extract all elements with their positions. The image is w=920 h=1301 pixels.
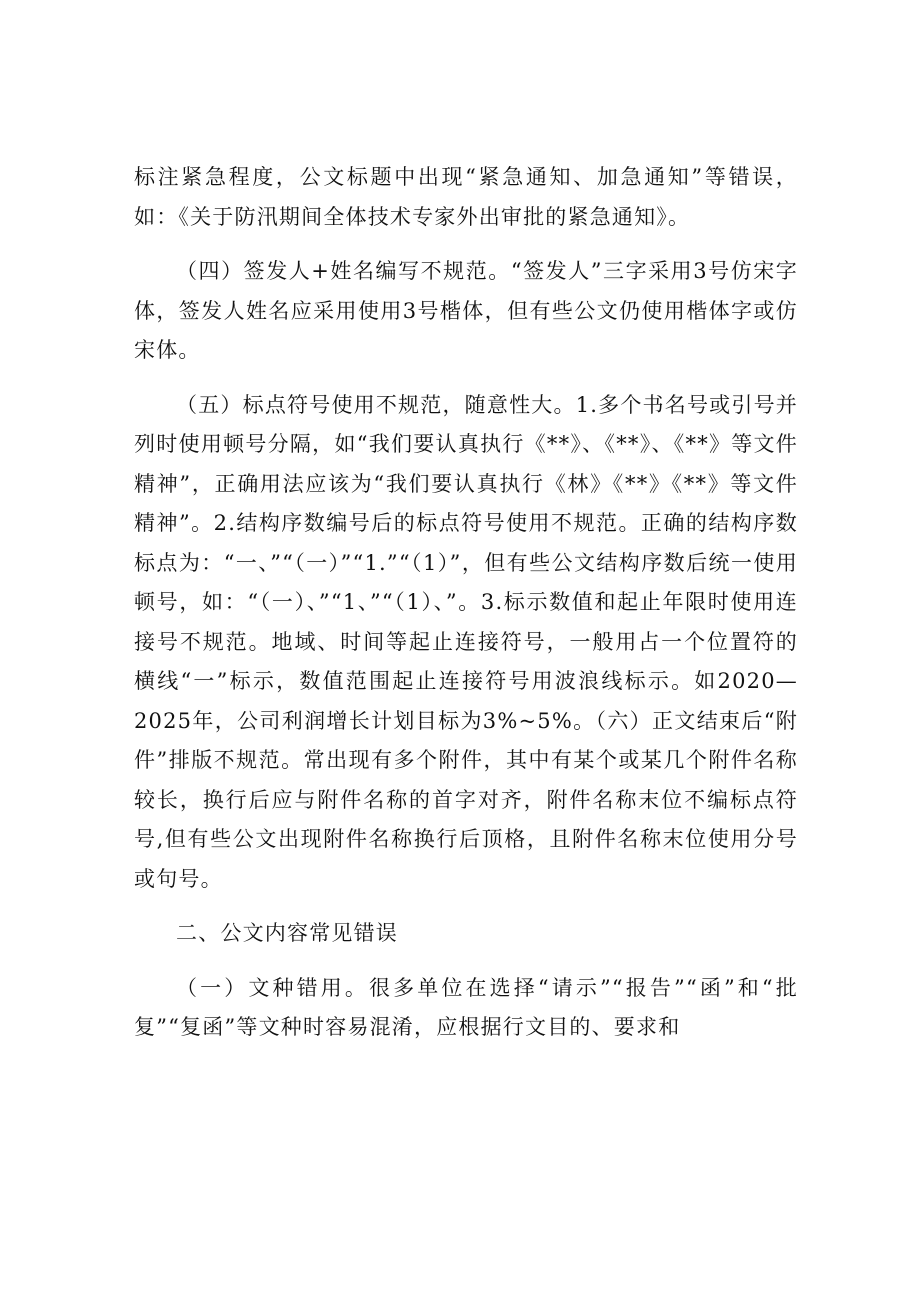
paragraph-urgency-errors: 标注紧急程度，公文标题中出现“紧急通知、加急通知”等错误，如：《关于防汛期间全体技术专家外出审批的紧急通知》。 xyxy=(134,165,798,229)
paragraph-signer-format: （四）签发人+姓名编写不规范。“签发人”三字采用3号仿宋字体，签发人姓名应采用使用3号楷体，但有些公文仍使用楷体字或仿宋体。 xyxy=(134,259,798,362)
paragraph-punctuation-rules: （五）标点符号使用不规范，随意性大。1.多个书名号或引号并列时使用顿号分隔，如“我们要认真执行《**》、《**》、《**》等文件精神”，正确用法应该为“我们要认真执行《林》《**》《**》等文件精神”。2.结构序数编号后的标点符号使用不规范。正确的结构序数标点为：“一、”“（一）”“1.”“（1）”，但有些公文结构序数后统一使用顿号，如：“（一）、”“1、”“（1）、”。3.标示数值和起止年限时使用连接号不规范。地域、时间等起止连接符号，一般用占一个位置符的横线“一”标示，数值范围起止连接符号用波浪线标示。如2020—2025年，公司利润增长计划目标为3%~5%。（六）正文结束后“附件”排版不规范。常出现有多个附件，其中有某个或某几个附件名称较长，换行后应与附件名称的首字对齐，附件名称末位不编标点符号,但有些公文出现附件名称换行后顶格，且附件名称末位使用分号或句号。 xyxy=(134,392,798,891)
section-heading-content-errors: 二、公文内容常见错误 xyxy=(176,921,398,945)
document-page xyxy=(134,158,798,1048)
paragraph-document-type-misuse: （一）文种错用。很多单位在选择“请示”“报告”“函”和“批复”“复函”等文种时容易混淆，应根据行文目的、要求和 xyxy=(134,975,798,1039)
